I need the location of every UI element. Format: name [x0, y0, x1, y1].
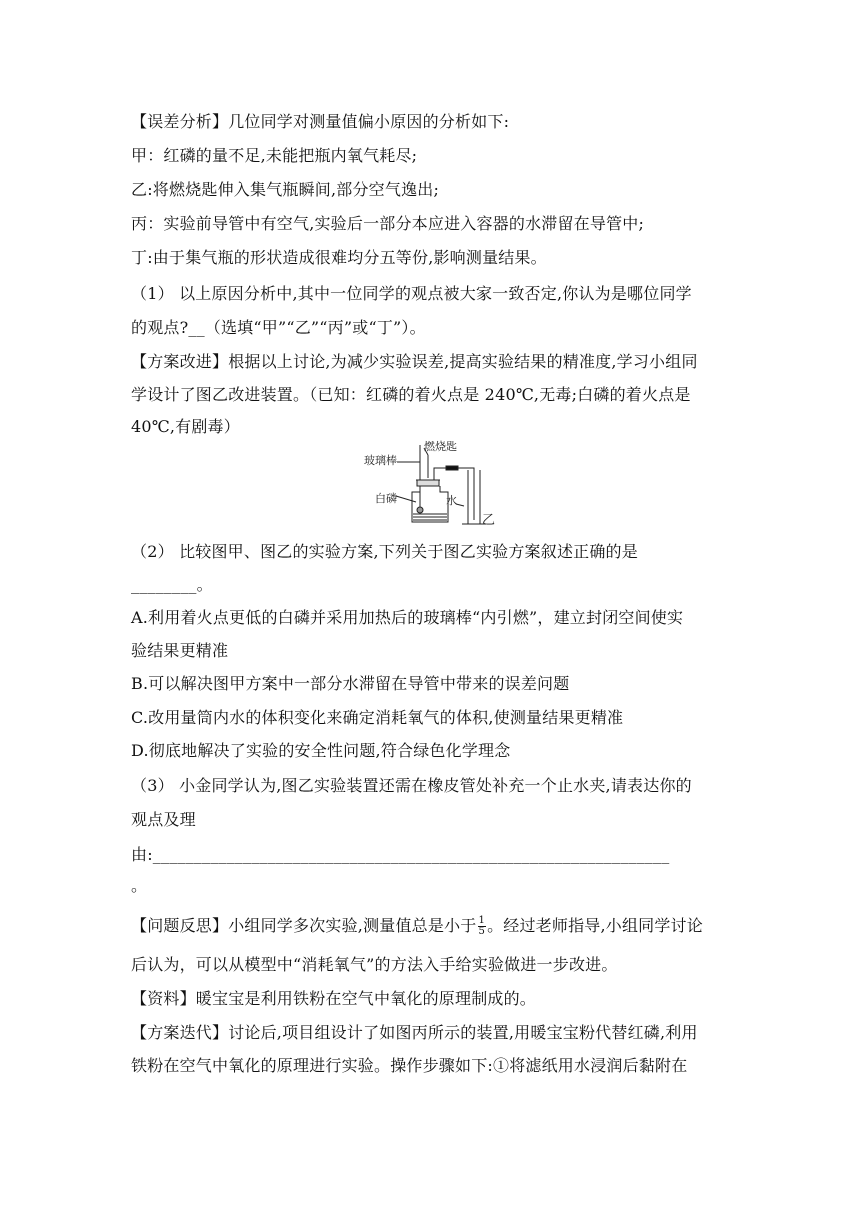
reason-yi: 乙:将燃烧匙伸入集气瓶瞬间,部分空气逸出;: [131, 180, 440, 199]
fraction-numerator: 1: [478, 915, 486, 926]
reflection-line: [131, 916, 703, 937]
material-note: 【资料】暖宝宝是利用铁粉在空气中氧化的原理制成的。: [131, 989, 537, 1008]
reflection-text-b: 。经过老师指导,小组同学讨论: [487, 916, 703, 935]
fraction-denominator: 5: [478, 926, 486, 937]
label-water: 水: [446, 494, 457, 507]
error-analysis-heading: 【误差分析】几位同学对测量值偏小原因的分析如下:: [131, 112, 510, 131]
reason-ding: 丁:由于集气瓶的形状造成很难均分五等份,影响测量结果。: [131, 248, 547, 267]
label-white-phosphorus: 白磷: [375, 492, 397, 505]
question-2: （2） 比较图甲、图乙的实验方案,下列关于图乙实验方案叙述正确的是: [131, 542, 638, 561]
plan-improvement-end: 40℃,有剧毒）: [131, 417, 240, 436]
apparatus-figure-yi: [360, 440, 500, 530]
option-c: C.改用量筒内水的体积变化来确定消耗氧气的体积,使测量结果更精准: [131, 708, 624, 727]
reason-jia: 甲：红磷的量不足,未能把瓶内氧气耗尽;: [131, 146, 418, 165]
label-combustion-spoon: 燃烧匙: [424, 440, 457, 453]
question-3-end: 。: [131, 876, 148, 895]
fraction-one-fifth: [478, 916, 487, 937]
reason-bing: 丙：实验前导管中有空气,实验后一部分本应进入容器的水滞留在导管中;: [131, 214, 645, 233]
question-1-cont: 的观点?__（选填“甲”“乙”“丙”或“丁”）。: [131, 318, 426, 337]
option-a: A.利用着火点更低的白磷并采用加热后的玻璃棒“内引燃”，建立封闭空间使实: [131, 608, 684, 627]
option-d: D.彻底地解决了实验的安全性问题,符合绿色化学理念: [131, 741, 511, 760]
question-3-cont: 观点及理: [131, 810, 196, 829]
question-3: （3） 小金同学认为,图乙实验装置还需在橡皮管处补充一个止水夹,请表达你的: [131, 776, 692, 795]
reflection-text-a: 【问题反思】小组同学多次实验,测量值总是小于: [131, 916, 477, 935]
question-3-answer-line: 由:_______________________________________________________________: [131, 845, 670, 864]
plan-iteration: 【方案迭代】讨论后,项目组设计了如图丙所示的装置,用暖宝宝粉代替红磷,利用: [131, 1023, 698, 1042]
option-b: B.可以解决图甲方案中一部分水滞留在导管中带来的误差问题: [131, 674, 570, 693]
question-2-blank: ________。: [131, 575, 213, 594]
plan-iteration-cont: 铁粉在空气中氧化的原理进行实验。操作步骤如下:①将滤纸用水浸润后黏附在: [131, 1056, 688, 1075]
option-a-cont: 验结果更精准: [131, 641, 229, 660]
plan-improvement-cont: 学设计了图乙改进装置。（已知：红磷的着火点是 240℃,无毒;白磷的着火点是: [131, 385, 691, 404]
plan-improvement: 【方案改进】根据以上讨论,为减少实验误差,提高实验结果的精准度,学习小组同: [131, 352, 698, 371]
figure-caption: 乙: [482, 513, 496, 528]
label-glass-rod: 玻璃棒: [364, 454, 397, 467]
reflection-cont: 后认为，可以从模型中“消耗氧气”的方法入手给实验做进一步改进。: [131, 955, 618, 974]
question-1: （1） 以上原因分析中,其中一位同学的观点被大家一致否定,你认为是哪位同学: [131, 284, 692, 303]
